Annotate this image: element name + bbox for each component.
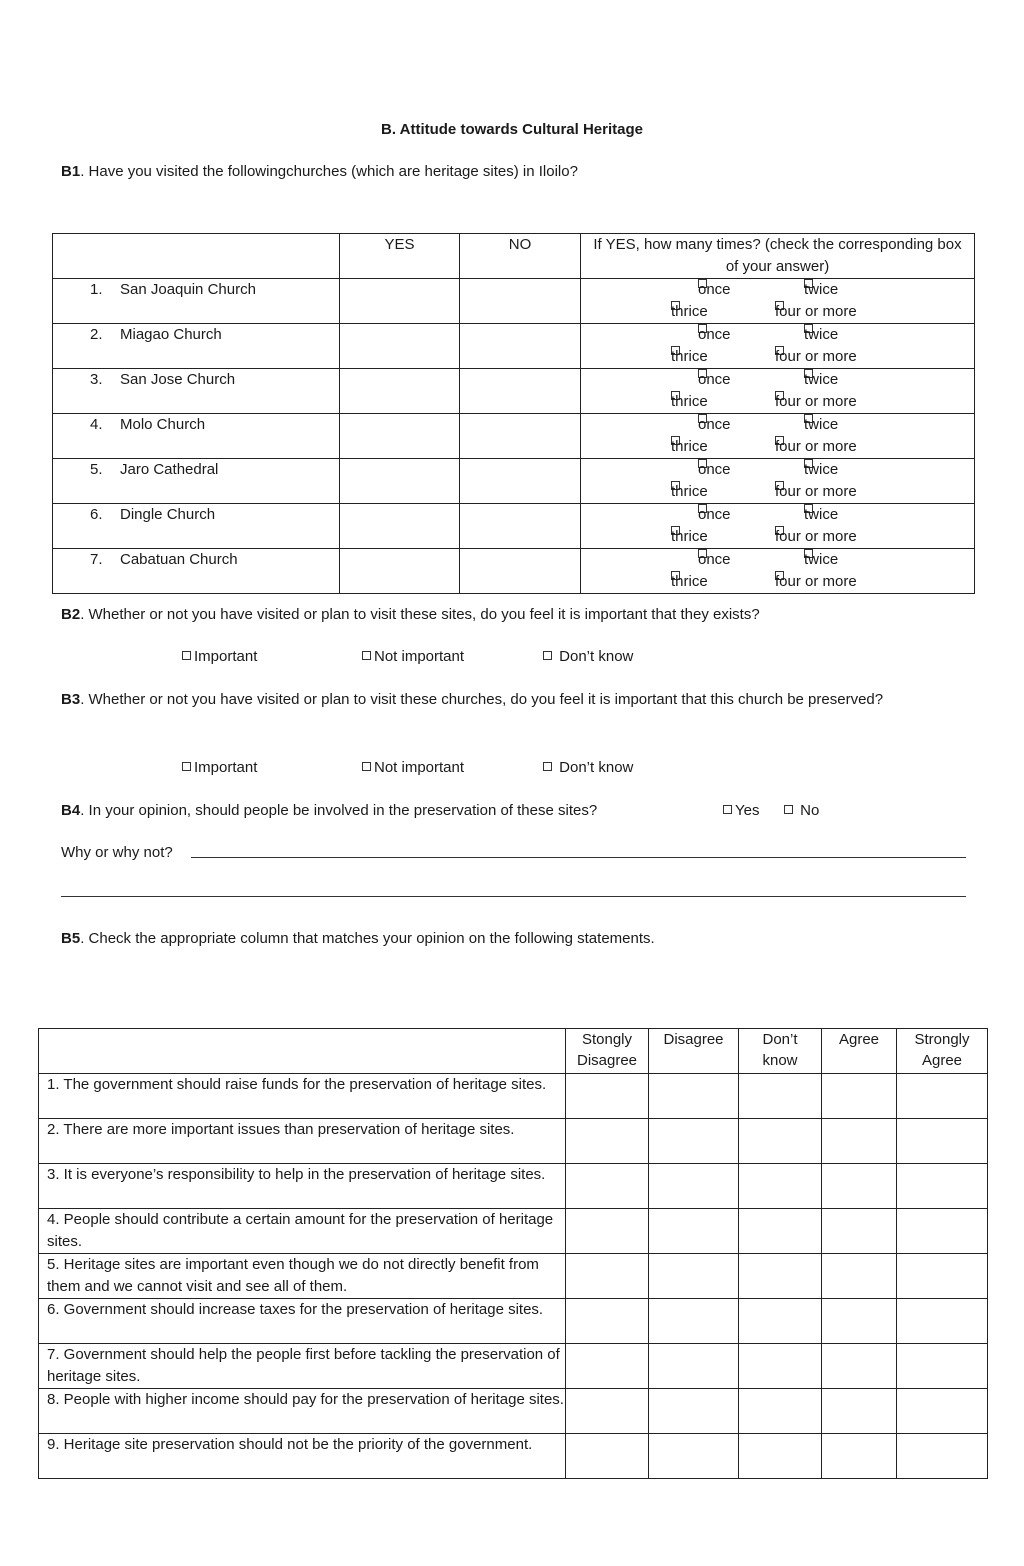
church-table-header-yes: YES: [340, 234, 460, 279]
yes-cell[interactable]: [340, 414, 460, 459]
checkbox-icon[interactable]: [362, 762, 371, 771]
statement-row: [39, 1074, 988, 1119]
frequency-cell: once twice thrice four or more: [581, 549, 975, 594]
checkbox-icon[interactable]: [784, 805, 793, 814]
opinion-cell-disagree[interactable]: [649, 1344, 739, 1389]
opinion-cell-strongly-disagree[interactable]: [566, 1344, 649, 1389]
church-number: 1.: [90, 281, 103, 298]
checkbox-icon[interactable]: [362, 651, 371, 660]
no-cell[interactable]: [460, 549, 581, 594]
church-row: [53, 324, 975, 369]
statement-text: 6. Government should increase taxes for the preservation of heritage sites.: [39, 1299, 566, 1344]
opinion-cell-strongly-agree[interactable]: [897, 1209, 988, 1254]
opinion-cell-agree[interactable]: [822, 1209, 897, 1254]
no-cell[interactable]: [460, 279, 581, 324]
b2-option-important[interactable]: Important: [182, 648, 257, 665]
opinion-cell-disagree[interactable]: [649, 1119, 739, 1164]
b3-option-important[interactable]: Important: [182, 759, 257, 776]
church-table-header-blank: [53, 234, 340, 279]
question-b2-text: . Whether or not you have visited or plan to visit these sites, do you feel it is important that they exists?: [80, 606, 760, 623]
frequency-cell: once twice thrice four or more: [581, 459, 975, 504]
statement-text: 5. Heritage sites are important even though we do not directly benefit from them and we cannot visit and see all of them.: [39, 1254, 566, 1299]
question-b5: [61, 926, 655, 952]
opinion-cell-agree[interactable]: [822, 1074, 897, 1119]
statement-text: 3. It is everyone’s responsibility to help in the preservation of heritage sites.: [39, 1164, 566, 1209]
opinion-cell-strongly-agree[interactable]: [897, 1074, 988, 1119]
opinion-cell-strongly-disagree[interactable]: [566, 1389, 649, 1434]
church-name: San Joaquin Church: [120, 281, 256, 298]
opinion-header-blank: [39, 1029, 566, 1074]
no-cell[interactable]: [460, 414, 581, 459]
opinion-cell-strongly-agree[interactable]: [897, 1344, 988, 1389]
frequency-cell: once twice thrice four or more: [581, 504, 975, 549]
statement-text: 1. The government should raise funds for the preservation of heritage sites.: [39, 1074, 566, 1119]
statement-text: 7. Government should help the people first before tackling the preservation of heritage sites.: [39, 1344, 566, 1389]
opinion-cell-agree[interactable]: [822, 1389, 897, 1434]
opinion-cell-disagree[interactable]: [649, 1299, 739, 1344]
opinion-header-dont-know: Don’t know: [739, 1029, 822, 1074]
b3-option-not-important[interactable]: Not important: [362, 759, 464, 776]
section-title: B. Attitude towards Cultural Heritage: [381, 121, 643, 138]
why-label: Why or why not?: [61, 844, 173, 861]
yes-cell[interactable]: [340, 549, 460, 594]
opinion-cell-strongly-disagree[interactable]: [566, 1164, 649, 1209]
opinion-cell-strongly-agree[interactable]: [897, 1434, 988, 1479]
church-number: 2.: [90, 326, 103, 343]
opinion-cell-dont-know[interactable]: [739, 1074, 822, 1119]
statement-row: [39, 1434, 988, 1479]
question-b2: [61, 602, 760, 628]
yes-cell[interactable]: [340, 459, 460, 504]
statement-row: [39, 1389, 988, 1434]
question-b1-label: B1: [61, 163, 81, 180]
frequency-cell: once twice thrice four or more: [581, 369, 975, 414]
opinion-table-header-row: [39, 1029, 988, 1074]
yes-cell[interactable]: [340, 369, 460, 414]
church-name: Dingle Church: [120, 506, 216, 523]
opinion-cell-strongly-disagree[interactable]: [566, 1209, 649, 1254]
church-number: 3.: [90, 371, 103, 388]
opinion-cell-agree[interactable]: [822, 1164, 897, 1209]
why-answer-line-1[interactable]: [191, 857, 966, 858]
church-table-header-row: [53, 234, 975, 279]
opinion-cell-dont-know[interactable]: [739, 1254, 822, 1299]
statement-row: [39, 1209, 988, 1254]
no-cell[interactable]: [460, 504, 581, 549]
church-name: Cabatuan Church: [120, 551, 238, 568]
frequency-cell: once twice thrice four or more: [581, 414, 975, 459]
no-cell[interactable]: [460, 369, 581, 414]
yes-cell[interactable]: [340, 324, 460, 369]
church-name-cell: [53, 369, 340, 414]
opinion-cell-strongly-disagree[interactable]: [566, 1119, 649, 1164]
church-table-header-times: If YES, how many times? (check the corresponding box of your answer): [581, 234, 975, 279]
opinion-header-strongly-disagree: Stongly Disagree: [566, 1029, 649, 1074]
opinion-cell-agree[interactable]: [822, 1254, 897, 1299]
statement-row: [39, 1164, 988, 1209]
statement-text: 9. Heritage site preservation should not be the priority of the government.: [39, 1434, 566, 1479]
b2-option-not-important[interactable]: Not important: [362, 648, 464, 665]
opinion-table: [38, 1028, 988, 1479]
statement-text: 8. People with higher income should pay for the preservation of heritage sites.: [39, 1389, 566, 1434]
church-visit-table: [52, 233, 975, 594]
question-b5-label: B5: [61, 930, 81, 947]
question-b4-text: . In your opinion, should people be involved in the preservation of these sites?: [80, 802, 598, 819]
opinion-cell-dont-know[interactable]: [739, 1434, 822, 1479]
opinion-cell-strongly-disagree[interactable]: [566, 1299, 649, 1344]
opinion-cell-disagree[interactable]: [649, 1209, 739, 1254]
church-name: Jaro Cathedral: [120, 461, 219, 478]
checkbox-icon[interactable]: [543, 651, 552, 660]
church-name-cell: [53, 279, 340, 324]
statement-row: [39, 1344, 988, 1389]
b4-option-no[interactable]: No: [784, 802, 819, 819]
church-row: [53, 459, 975, 504]
opinion-cell-disagree[interactable]: [649, 1434, 739, 1479]
checkbox-icon[interactable]: [543, 762, 552, 771]
question-b2-label: B2: [61, 606, 81, 623]
opinion-cell-dont-know[interactable]: [739, 1209, 822, 1254]
yes-cell[interactable]: [340, 504, 460, 549]
no-cell[interactable]: [460, 324, 581, 369]
question-b1-text: . Have you visited the followingchurches (which are heritage sites) in Iloilo?: [80, 163, 578, 180]
checkbox-icon[interactable]: [182, 651, 191, 660]
opinion-cell-disagree[interactable]: [649, 1254, 739, 1299]
opinion-cell-strongly-agree[interactable]: [897, 1119, 988, 1164]
church-name: Miagao Church: [120, 326, 222, 343]
question-b5-text: . Check the appropriate column that matches your opinion on the following statements.: [80, 930, 655, 947]
church-number: 5.: [90, 461, 103, 478]
opinion-cell-dont-know[interactable]: [739, 1344, 822, 1389]
question-b3-text: . Whether or not you have visited or plan to visit these churches, do you feel it is important that this church be preserved?: [80, 691, 884, 708]
church-name-cell: [53, 549, 340, 594]
opinion-cell-agree[interactable]: [822, 1299, 897, 1344]
church-row: [53, 549, 975, 594]
opinion-cell-disagree[interactable]: [649, 1389, 739, 1434]
opinion-header-agree: Agree: [822, 1029, 897, 1074]
question-b1: [61, 159, 578, 185]
opinion-cell-strongly-agree[interactable]: [897, 1164, 988, 1209]
opinion-cell-agree[interactable]: [822, 1434, 897, 1479]
question-b3-label: B3: [61, 691, 81, 708]
frequency-cell: once twice thrice four or more: [581, 279, 975, 324]
opinion-cell-strongly-agree[interactable]: [897, 1389, 988, 1434]
opinion-cell-dont-know[interactable]: [739, 1389, 822, 1434]
church-name-cell: [53, 414, 340, 459]
checkbox-icon[interactable]: [182, 762, 191, 771]
b4-option-yes[interactable]: Yes: [723, 802, 759, 819]
church-row: [53, 279, 975, 324]
yes-cell[interactable]: [340, 279, 460, 324]
church-row: [53, 504, 975, 549]
b2-option-dont-know[interactable]: Don’t know: [543, 648, 633, 665]
opinion-cell-dont-know[interactable]: [739, 1299, 822, 1344]
church-name: Molo Church: [120, 416, 206, 433]
question-b3: [61, 687, 941, 713]
opinion-cell-strongly-disagree[interactable]: [566, 1074, 649, 1119]
opinion-cell-strongly-agree[interactable]: [897, 1254, 988, 1299]
statement-text: 2. There are more important issues than preservation of heritage sites.: [39, 1119, 566, 1164]
statement-row: [39, 1254, 988, 1299]
opinion-header-disagree: Disagree: [649, 1029, 739, 1074]
statement-text: 4. People should contribute a certain amount for the preservation of heritage sites.: [39, 1209, 566, 1254]
opinion-cell-disagree[interactable]: [649, 1074, 739, 1119]
question-b4-label: B4: [61, 802, 81, 819]
checkbox-icon[interactable]: [723, 805, 732, 814]
opinion-header-strongly-agree: Strongly Agree: [897, 1029, 988, 1074]
frequency-cell: once twice thrice four or more: [581, 324, 975, 369]
opinion-cell-strongly-disagree[interactable]: [566, 1254, 649, 1299]
church-number: 4.: [90, 416, 103, 433]
question-b4: [61, 798, 597, 824]
opinion-cell-strongly-disagree[interactable]: [566, 1434, 649, 1479]
opinion-cell-dont-know[interactable]: [739, 1164, 822, 1209]
church-name-cell: [53, 324, 340, 369]
church-name-cell: [53, 459, 340, 504]
opinion-cell-disagree[interactable]: [649, 1164, 739, 1209]
church-number: 6.: [90, 506, 103, 523]
church-name-cell: [53, 504, 340, 549]
church-number: 7.: [90, 551, 103, 568]
opinion-cell-agree[interactable]: [822, 1119, 897, 1164]
church-name: San Jose Church: [120, 371, 236, 388]
church-row: [53, 414, 975, 459]
church-table-header-no: NO: [460, 234, 581, 279]
statement-row: [39, 1119, 988, 1164]
church-row: [53, 369, 975, 414]
opinion-cell-agree[interactable]: [822, 1344, 897, 1389]
b3-option-dont-know[interactable]: Don’t know: [543, 759, 633, 776]
why-answer-line-2[interactable]: [61, 896, 966, 897]
opinion-cell-dont-know[interactable]: [739, 1119, 822, 1164]
opinion-cell-strongly-agree[interactable]: [897, 1299, 988, 1344]
statement-row: [39, 1299, 988, 1344]
no-cell[interactable]: [460, 459, 581, 504]
